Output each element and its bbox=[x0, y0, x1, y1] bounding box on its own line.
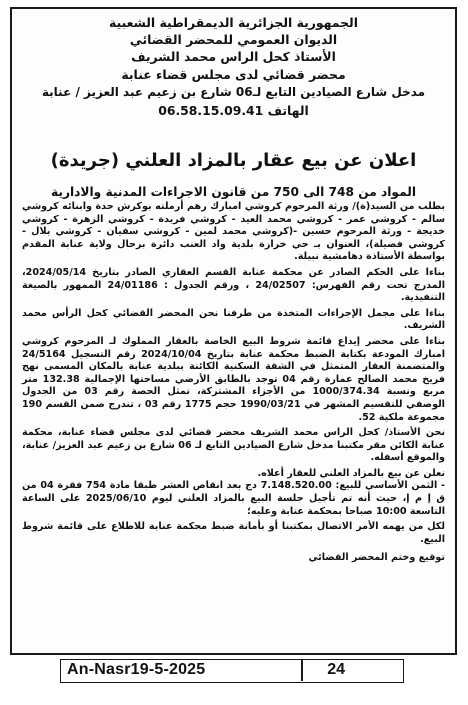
legal-notice-frame bbox=[10, 7, 457, 655]
header-phone: الهاتف 06.58.15.09.41 bbox=[158, 103, 309, 118]
paragraph-contact: لكل من يهمه الأمر الاتصال بمكتبنا أو بأمانة ضبط محكمة عنابة للاطلاع على قائمة شروط البيع. bbox=[22, 521, 445, 545]
paragraph-requester: بطلب من السيد(ة)/ ورثة المرحوم كروشي امبارك رهم أرملته بوكرش حدة وابنائه كروشي سالم - كروشي عمر - كروشي محمد العيد - كروشي فريدة - كروشي الزهرة - كروشي خديجة - ورثة المرحوم حسين -(كروشي محمد لمين - كروشي سفيان - كروشي بلال - كروشي فضيلة)، العنوان بـ حي خرازة بلدية واد العنب دائرة برحال ولاية عنابة المقدم بواسطة الأستاذة دهامشية نبيلة. bbox=[22, 201, 445, 263]
notice-body bbox=[22, 201, 445, 568]
page-footer bbox=[60, 659, 404, 683]
paragraph-announcement: نعلن عن بيع بالمزاد العلني للعقار أعلاه. bbox=[257, 467, 445, 479]
publication-date: An-Nasr19-5-2025 bbox=[67, 661, 206, 678]
paragraph-price: - الثمن الأساسي للبيع: 7.148.520.00 دج بعد انقاص العشر طبقا مادة 754 فقرة 04 من ق إ م إ، حيث أنه تم تأجيل جلسة البيع بالمزاد العلني ليوم 2025/06/10 على الساعة التاسعة 10:00 صباحا بمحكمة عنابة وعليه؛ bbox=[22, 480, 446, 517]
paragraph-bailiff: نحن الأستاذ/ كحل الراس محمد الشريف محضر قضائي لدى مجلس قضاء عنابة، محكمة عنابة الكائن مقر مكتبنا مدخل شارع الصيادين التابع لـ 06 شارع بن زعيم عبد العزيز/ عنابة، والموقع أسفله. bbox=[22, 427, 445, 464]
header-court: محضر قضائي لدى مجلس قضاء عنابة bbox=[121, 67, 346, 82]
header-address: مدخل شارع الصيادين التابع لـ06 شارع بن زعيم عبد العزيز / عنابة bbox=[41, 85, 426, 99]
page-number: 24 bbox=[327, 661, 345, 678]
paragraph-property: بناءا على محضر إيداع قائمة شروط البيع الخاصة بالعقار المملوك لـ المرحوم كروشي امبارك المودعة بكتابة الضبط محكمة عنابة بتاريخ 2024/10/04 رقم التسجيل 24/5164 والمتضمنة العقار المتمثل في الشقة السكنية الكائنة ببلدية عنابة بالمكان المسمى نهج فريخ محمد الصالح عمارة رقم 04 توجد بالطابق الأرضي مساحتها الإجمالية 132.38 متر مربع ونسبة 1000/374.34 من الأجزاء المشتركة، تمثل الحصة رقم 03 من الجدول الوصفي للتقسيم المشهر في 1990/03/21 حجم 1775 رقم 03 ، تندرج ضمن القسم 190 مجموعة ملكية 52. bbox=[22, 335, 446, 423]
header-office: الديوان العمومي للمحضر القضائي bbox=[129, 32, 338, 47]
newspaper-page bbox=[4, 3, 464, 701]
notice-subtitle: المواد من 748 الى 750 من قانون الاجراءات المدنية والادارية bbox=[51, 185, 416, 199]
header-bailiff-name: الأستاذ كحل الراس محمد الشريف bbox=[131, 49, 336, 64]
paragraph-procedures: بناءا على مجمل الإجراءات المتخذة من طرفنا نحن المحضر القضائي كحل الرأس محمد الشريف. bbox=[22, 307, 445, 332]
paragraph-judgment: بناءا على الحكم الصادر عن محكمة عنابة القسم العقاري الصادر بتاريخ 2024/05/14، المدرج تحت رقم الفهرس: 24/02507 ، ورقم الجدول : 24/01186 الممهور بالصيغة التنفيذية. bbox=[22, 266, 445, 304]
footer-divider bbox=[301, 660, 303, 681]
notice-title: اعلان عن بيع عقار بالمزاد العلني (جريدة) bbox=[50, 150, 417, 171]
header-republic: الجمهورية الجزائرية الديمقراطية الشعبية bbox=[109, 15, 358, 30]
paragraph-signature: توقيع وختم المحضر القضائي bbox=[308, 552, 445, 564]
